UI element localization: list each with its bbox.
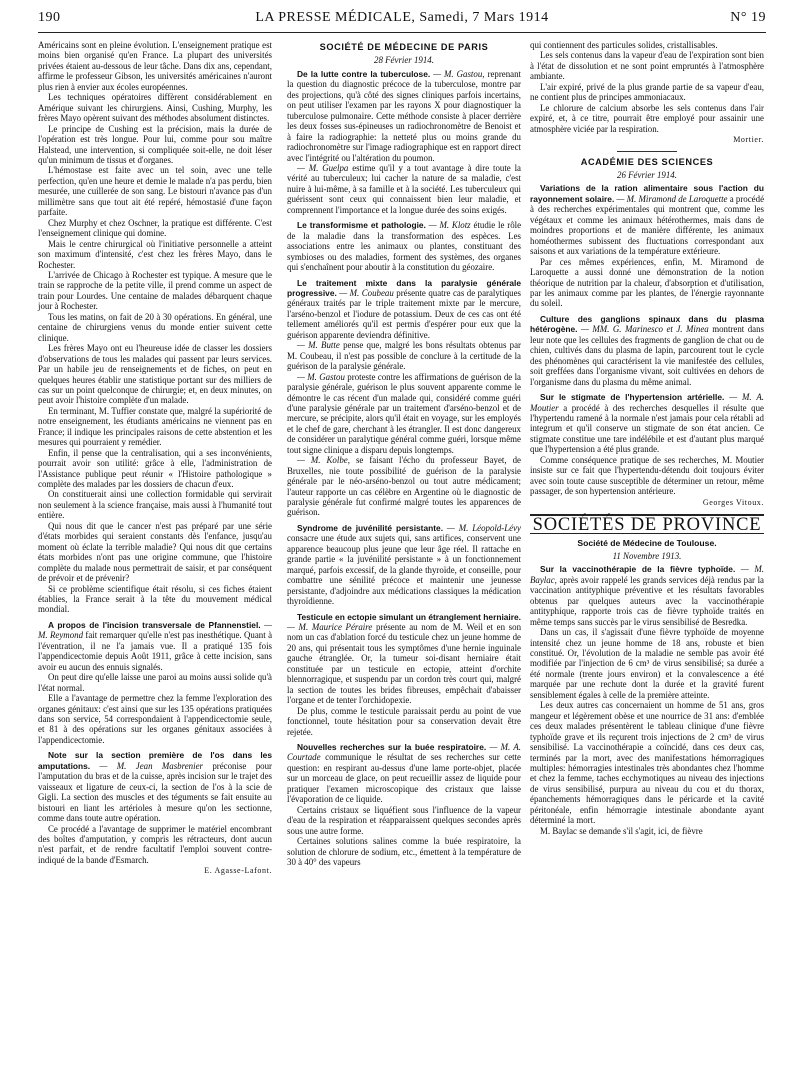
article-author: — M. Miramond de Laroquette (616, 193, 728, 204)
paragraph: Qui nous dit que le cancer n'est pas préparé par une série d'états morbides qui seraient constants dès l'enfance, jusqu'au moment où éclate la terrible maladie? Qui nous dit que certains états morbides n'ont pas une origine commune, que l'histoire complète du malade nous permettrait de saisir, et par conséquent de prévoir et de prévenir? (38, 520, 272, 584)
article-typhoide (530, 564, 764, 627)
paragraph: — M. Butte pense que, malgré les bons résultats obtenus par M. Coubeau, il n'est pas possible de conclure à la certitude de la guérison de la paralysie générale. (287, 340, 521, 372)
paragraph: On peut dire qu'elle laisse une paroi au moins aussi solide qu'à l'état normal. (38, 672, 272, 693)
paragraph: Si ce problème scientifique était résolu, si ces fiches étaient établies, la France serait à la tête du mouvement médical mondial. (38, 583, 272, 615)
article-body: après avoir rappelé les grands services déjà rendus par la vaccination antityphique préventive et les résultats favorables obtenus par quelques auteurs avec la vaccinothérapie antityphique, rapporte trois cas de fièvre typhoïde traités en même temps sans succès par le virus sensibilisé de Besredka. (530, 574, 764, 627)
section-rubric: ACADÉMIE DES SCIENCES (580, 156, 714, 167)
column-3 (530, 40, 764, 836)
paragraph: qui contiennent des particules solides, cristallisables. (530, 40, 718, 50)
article-author: — M. A. Moutier (530, 392, 765, 413)
section-rubric: SOCIÉTÉ DE MÉDECINE DE PARIS (319, 42, 489, 52)
section-date: 26 Février 1914. (617, 169, 677, 180)
article-body: consacre une étude aux sujets qui, sans artifices, conservent une apparence beaucoup plus jeune que leur âge réel. Il rattache en grande partie « la juvénilité persistante » à un fonctionnement marqué, parfois excessif, de la glande thyroïde, et conseille, pour combattre une sénilité précoce et maintenir une jeunesse persistante, d'adjoindre aux médications classiques la médication thyroïdienne. (287, 533, 521, 607)
column-1 (38, 40, 272, 879)
article-author: — M. Gastou (297, 371, 345, 382)
article-author: — MM. G. Marinesco et J. Minea (580, 324, 709, 335)
article-title: De la lutte contre la tuberculose. (297, 68, 431, 79)
section-big-title: SOCIÉTÉS DE PROVINCE (530, 514, 764, 534)
paragraph: Comme conséquence pratique de ses recherches, M. Moutier insiste sur ce fait que l'hypertendu-détendu doit toujours éviter avec soin toute cause susceptible de déterminer un retour, même passager, de son hypertension antérieure. (530, 454, 764, 497)
paragraph: Dans un cas, il s'agissait d'une fièvre typhoïde de moyenne intensité chez un jeune homme de 18 ans, robuste et bien constitué. Or, l'évolution de la maladie ne semble pas avoir été modifiée par l'injection de 6 cm³ de virus sensibilisé; sa durée a été normale (trente jours environ) et la convalescence a été marquée par une rechute dont la durée et la gravité furent sensiblement égales à celle de la première atteinte. (530, 627, 764, 700)
article-body: reprenant la question du diagnostic précoce de la tuberculose, montre par des projections, qu'à côté des signes cliniques parfois incertains, on peut utiliser l'examen par les rayons X pour diagnostiquer la tuberculose pulmonaire. Cette méthode consiste à placer derrière les deux fosses sus-épineuses un radiochronomètre de Benoist et à faire la radiographie: la netteté plus ou moins grande du radiochronomètre sur l'image radiographique est en rapport direct avec l'intégrité ou l'altération du poumon. (287, 68, 521, 163)
paragraph: Le chlorure de calcium absorbe les sels contenus dans l'air expiré, et, à ce titre, pourrait être employé pour assainir une atmosphère viciée par la respiration. (530, 102, 764, 134)
signature: E. Agasse-Lafont. (204, 866, 272, 876)
article-author: — M. Guelpa (297, 162, 349, 173)
paragraph: L'air expiré, privé de la plus grande partie de sa vapeur d'eau, ne contient plus de principes ammoniacaux. (530, 81, 764, 103)
article-body: présente au nom de M. Weil et en son nom un cas d'ablation forcé du testicule chez un jeune homme de 20 ans, qui présentait tous les symptômes d'une hernie inguinale gauche étranglée. Or, la tumeur soi-disant herniaire était constituée par un testicule en ectopie, atteint d'orchite blennorragique, et suspendu par un cordon très court qui, malgré la section de toutes les brides fibreuses, empêchait d'abaisser l'organe et de tenter l'orchidopexie. (287, 622, 522, 706)
article-author: — M. Jean Masbrenier (99, 760, 203, 771)
paragraph: De plus, comme le testicule paraissait perdu au point de vue fonctionnel, toute hésitation pour sa conservation devait être rejetée. (287, 705, 521, 737)
paragraph: — M. Guelpa estime qu'il y a tout avantage à dire toute la vérité au tuberculeux; lui cacher la nature de sa maladie, c'est nuire à lui-même, à sa famille et à la société. Les tuberculeux qui guérissent sont ceux qui connaissent bien leur maladie, et comprennent l'importance et la longue durée des soins exigés. (287, 162, 521, 215)
article-author: — M. A. Courtade (287, 742, 522, 763)
paragraph: Certaines solutions salines comme la buée respiratoire, la solution de chlorure de sodium, etc., émettent à la température de 30 à 40° des vapeurs (287, 836, 521, 867)
paragraph: Par ces mêmes expériences, enfin, M. Miramond de Laroquette a aussi donné une démonstration de la notion théorique de nutrition par la chaleur, d'absorption et d'utilisation, par les animaux comme par les plantes, de l'énergie rayonnante du soleil. (530, 256, 764, 309)
article-title: A propos de l'incision transversale de Pfannenstiel. (48, 619, 261, 630)
journal-title: LA PRESSE MÉDICALE, Samedi, 7 Mars 1914 (255, 10, 549, 25)
article-title: Variations de la ration alimentaire sous l'action du rayonnement solaire. (530, 183, 764, 204)
article-title: Note sur la section première de l'os dans les amputations. (38, 750, 272, 771)
article-title: Le transformisme et pathologie. (297, 220, 426, 231)
paragraph: Ce procédé a l'avantage de supprimer le matériel encombrant des boîtes d'amputation, y compris les rétracteurs, dont aucun n'est parfait, et de rendre facultatif l'emploi souvent contre-indiqué de la bande d'Esmarch. (38, 823, 272, 865)
paragraph: — M. Gastou proteste contre les affirmations de guérison de la paralysie générale, guérison le plus souvent apparente comme le démontre le cas récent d'un malade qui, considéré comme guéri d'une paralysie générale par un traitement d'arséno-benzol et de mercure, se précipite, alors qu'il était en voyage, sur les employés et le chef de gare, cherchant à les étrangler. Il est donc dangereux de considérer un paralytique général comme guéri, lorsque même tout signe clinique a disparu depuis longtemps. (287, 371, 521, 455)
article-body: montrent dans leur note que les cellules des fragments de ganglion de chat ou de chien, cultivés dans du plasma de lapin, parcourent tout le cycle des phénomènes qui caractérisent la vie manifestée des cellules, soit greffées dans l'organisme vivant, soit cultivées en dehors de l'organisme dans du plasma du même animal. (530, 324, 765, 387)
paragraph: On constituerait ainsi une collection formidable qui servirait non seulement à la science française, mais aussi à l'humanité tout entière. (38, 489, 272, 521)
paragraph: L'arrivée de Chicago à Rochester est typique. A mesure que le train se rapproche de la petite ville, il prend comme un aspect de train pour Lourdes. Une centaine de malades débarquent chaque jour à Rochester. (38, 269, 272, 312)
paragraph: Certains cristaux se liquéfient sous l'influence de la vapeur d'eau de la respiration et réapparaissent quelques secondes après sous une autre forme. (287, 804, 521, 836)
article-title: Syndrome de juvénilité persistante. (297, 522, 444, 533)
section-separator (617, 151, 677, 152)
signature: Georges Vitoux. (702, 497, 764, 507)
page-number: 190 (38, 10, 61, 25)
article-body: communique le résultat de ses recherches sur cette question: en respirant au-dessus d'une lame porte-objet, placée sur un morceau de glace, on peut recueillir assez de liquide pour pratiquer l'examen microscopique des cristaux que laisse l'évaporation de ce liquide. (287, 752, 521, 805)
article-amputations (38, 750, 272, 823)
article-body: fait remarquer qu'elle n'est pas inesthétique. Quant à l'éventration, il ne l'a jamais vue. Il a pratiqué 135 fois l'appendicectomie depuis Août 1911, grâce à cette incision, sans avoir eu aucun des ennuis signalés. (38, 630, 273, 672)
paragraph: Les deux autres cas concernaient un homme de 51 ans, gros mangeur et légèrement obèse et une nourrice de 31 ans: d'emblée ces deux malades présentèrent le tableau clinique d'une fièvre typhoïde grave et ils reçurent trois injections de 2 cm³ de virus sensibilisé. La vaccinothérapie a coïncidé, dans ces deux cas, terminés par la mort, avec des manifestations hémorragiques multiples: hémorragies intestinales très abondantes chez l'homme et chez la femme, taches ecchymotiques au niveau des injections de virus sensibilisé, purpura au niveau du cou et du thorax, épanchements hémorragiques dans le péricarde et la cavité péritonéale, enfin hémorragie intestinale abondante ayant déterminé la mort. (530, 700, 764, 826)
article-body: étudie le rôle de la maladie dans la transformation des espèces. Les associations entre les animaux ou plantes, constituant des symbioses ou des maladies, forment des systèmes, des organes qui s'enchaînent pour aboutir à la constitution du géozaire. (287, 220, 522, 273)
article-author: — M. Coubeau (339, 287, 394, 298)
header-rule (38, 32, 766, 33)
paragraph: Tous les matins, on fait de 20 à 30 opérations. En général, une centaine de chirurgiens venus du monde entier suivent cette clinique. (38, 311, 272, 343)
article-author: — M. Reymond (38, 619, 272, 641)
paragraph: L'hémostase est faite avec un tel soin, avec une telle perfection, qu'en une heure et demie le malade n'a pas perdu, bien mesurée, une cuillerée de son sang. Le bistouri n'avance pas d'un millimètre sans que tout ait été repéré, hémostasié d'une façon parfaite. (38, 165, 272, 218)
page-header (38, 8, 766, 30)
article-author: — M. Léopold-Lévy (446, 522, 521, 533)
section-date: 28 Février 1914. (374, 55, 434, 66)
article-title: Culture des ganglions spinaux dans du plasma hétérogène. (530, 313, 764, 335)
paragraph: Chez Murphy et chez Oschner, la pratique est différente. C'est l'enseignement clinique qui domine. (38, 217, 272, 239)
paragraph: Enfin, il pense que la centralisation, qui a ses inconvénients, pourrait avoir son utilité: grâce à elle, l'administration de l'Assistance publique peut réunir « l'Histoire pathologique » complète des malades par les dossiers de chacun d'eux. (38, 447, 272, 490)
article-transformisme (287, 220, 521, 272)
article-author: — M. Maurice Péraire (287, 622, 373, 633)
article-author: — M. Butte (297, 340, 340, 351)
article-title: Nouvelles recherches sur la buée respiratoire. (297, 742, 487, 752)
article-author: — M. Kolbe, (297, 455, 350, 466)
paragraph: Elle a l'avantage de permettre chez la femme l'exploration des organes génitaux: c'est ainsi que sur les 135 opérations pratiquées dans son service, 54 correspondaient à l'appendicectomie seule, et 81 à des opérations sur les organes génitaux associées à l'appendicectomie. (38, 693, 272, 745)
paragraph: M. Baylac se demande s'il s'agit, ici, de fièvre (540, 825, 703, 836)
issue-number: N° 19 (730, 10, 766, 25)
article-tuberculose (287, 69, 521, 163)
paragraph: Les sels contenus dans la vapeur d'eau de l'expiration sont bien à l'état de dissolution et ne sont point empruntés à l'atmosphère ambiante. (530, 50, 764, 82)
paragraph: Les techniques opératoires diffèrent considérablement en Amérique suivant les chirurgiens. Ainsi, Cushing, Murphy, les frères Mayo opèrent suivant des méthodes absolument distinctes. (38, 92, 272, 124)
section-subrubric: Société de Médecine de Toulouse. (577, 538, 717, 549)
paragraph: En terminant, M. Tuffier constate que, malgré la supériorité de notre enseignement, les étudiants américains ne viennent pas en France; il indique les principales raisons de cette abstention et les mesures qui pourraient y remédier. (38, 405, 272, 448)
paragraph: Mais le centre chirurgical où l'initiative personnelle a atteint son maximum d'intensité, c'est chez les frères Mayo, dans le Rochester. (38, 238, 272, 270)
article-title: Sur la vaccinothérapie de la fièvre typhoïde. (540, 564, 736, 575)
article-paralysie (287, 278, 521, 341)
article-body: présente quatre cas de paralytiques généraux traités par le triple traitement mixte par le mercure, l'arséno-benzol et l'iodure de potassium. Deux de ces cas ont été tellement améliorés qu'il est permis d'espérer pour eux que la guérison apparente deviendra définitive. (287, 287, 522, 340)
column-2 (287, 40, 521, 867)
paragraph: Le principe de Cushing est la précision, mais la durée de l'opération est très longue. Pour lui, comme pour sou maître Halstead, une intervention, si compliquée soit-elle, ne doit léser qu'un minimum de tissus et d'organes. (38, 123, 272, 165)
paragraph: Américains sont en pleine évolution. L'enseignement pratique est moins bien organisé qu'en France. La plupart des universités privées étaient au-dessous de leur tâche. Dans dix ans, cependant, affirme le professeur Gibson, les universités américaines n'auront plus rien à envier aux écoles européennes. (38, 40, 272, 92)
article-body: a procédé à des recherches expérimentales qui montrent que, comme les végétaux et comme les animaux hétérothermes, mais dans de moindres proportions et de manière différente, les animaux homéothermes subissent des fluctuations correspondant aux saisons et aux variations de la température extérieure. (530, 193, 765, 257)
article-ganglions (530, 314, 764, 387)
article-title: Sur le stigmate de l'hypertension artérielle. (540, 392, 725, 403)
article-author: — M. Klotz (428, 220, 471, 231)
article-author: — M. Gastou, (433, 68, 485, 79)
article-body: préconise pour l'amputation du bras et de la cuisse, après incision sur le trajet des vaisseaux et ligature de ceux-ci, la section de l'os à la scie de Gigli. La section des muscles et des téguments se fait ensuite au bistouri en liant les artérioles à mesure qu'on les sectionne, comme dans toute autre opération. (38, 760, 272, 824)
article-testicule (287, 612, 521, 706)
article-title: Le traitement mixte dans la paralysie générale progressive. (287, 277, 521, 298)
article-hypertension (530, 392, 764, 455)
section-date: 11 Novembre 1913. (612, 550, 682, 561)
article-author: — M. Baylac, (530, 564, 764, 585)
article-pfannenstiel (38, 620, 272, 672)
article-ration (530, 183, 764, 256)
paragraph: — M. Kolbe, se faisant l'écho du professeur Bayet, de Bruxelles, nie toute possibilité de guérison de la paralysie générale par le néo-arséno-benzol ou tout autre médicament; l'auteur rapporte un cas célèbre en Argentine où le diagnostic de paralysie générale fut confirmé malgré toutes les apparences de guérison. (287, 455, 521, 518)
article-body: a procédé à des recherches desquelles il résulte que l'hypertendu ramené à la normale n'est jamais pour cela rétabli ad integrum et qu'il conserve un stigmate de son état ancien. Ce stigmate constitue une tare indélébile et est d'autant plus marqué que l'hypertension a été plus grande. (530, 402, 764, 455)
article-juvenilite (287, 523, 521, 607)
paragraph: Les frères Mayo ont eu l'heureuse idée de classer les dossiers d'observations de tous les malades qui passent par leurs services. Par un habile jeu de renseignements et de fiches, on peut en quelques heures établir une statistique portant sur des milliers de cas sur un point quelconque de chirurgie; et, en deux minutes, on peut avoir l'histoire complète d'un malade. (38, 343, 272, 406)
signature: Mortier. (733, 135, 764, 145)
article-buee (287, 742, 521, 805)
article-title: Testicule en ectopie simulant un étranglement herniaire. (297, 611, 521, 622)
